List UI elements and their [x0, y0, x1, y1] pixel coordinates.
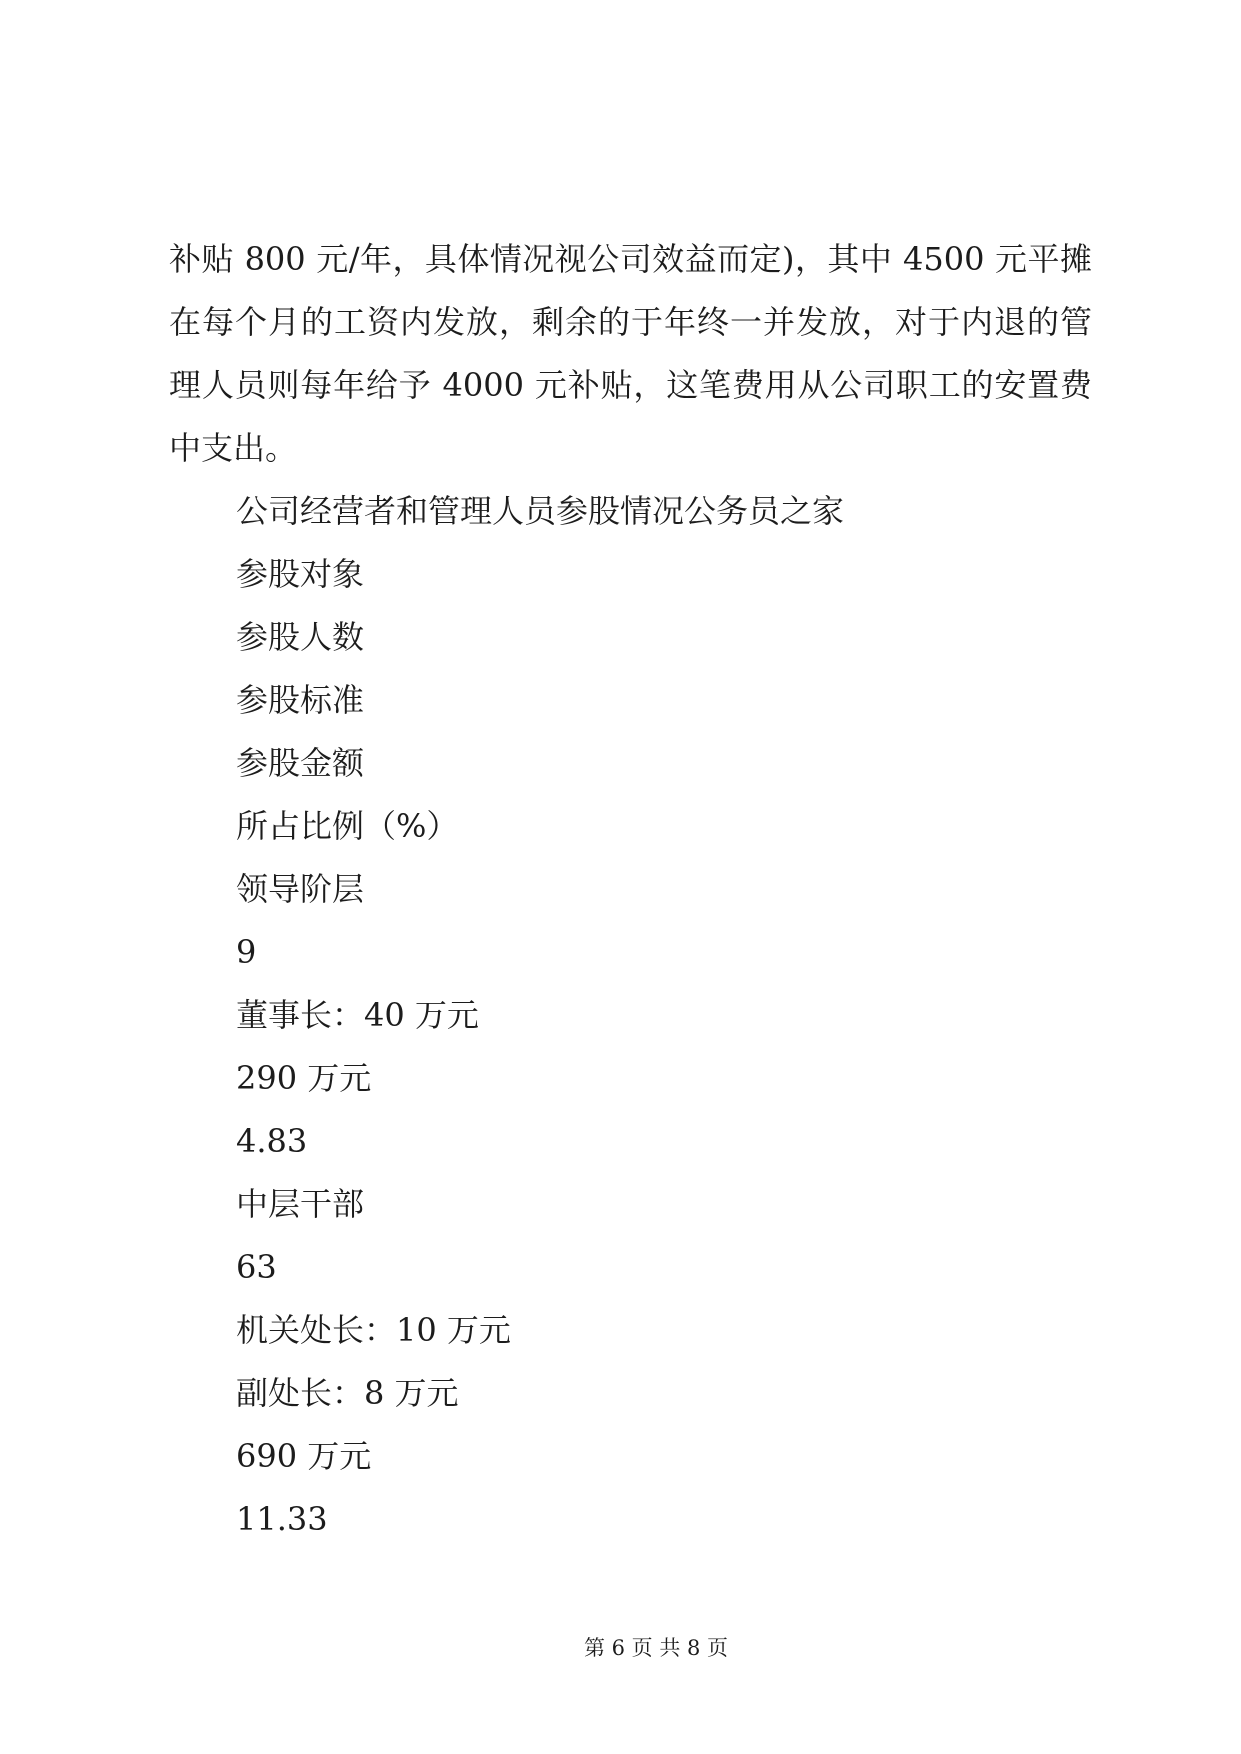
table-cell: 董事长：40 万元 — [236, 996, 479, 1034]
table-title: 公司经营者和管理人员参股情况公务员之家 — [236, 492, 845, 530]
table-cell: 副处长：8 万元 — [236, 1374, 459, 1412]
column-header: 参股金额 — [236, 744, 365, 782]
table-cell: 4.83 — [236, 1122, 308, 1160]
page-number: 第 6 页 共 8 页 — [583, 1636, 729, 1660]
column-header: 参股标准 — [236, 681, 365, 719]
table-cell: 11.33 — [236, 1500, 328, 1538]
column-header: 参股对象 — [236, 555, 365, 593]
column-header: 参股人数 — [236, 618, 365, 656]
table-cell: 机关处长：10 万元 — [236, 1311, 511, 1349]
table-cell: 领导阶层 — [236, 870, 365, 908]
document-body — [169, 228, 1092, 1551]
table-cell: 中层干部 — [236, 1185, 365, 1223]
table-cell: 290 万元 — [236, 1059, 372, 1097]
column-header: 所占比例（%） — [236, 807, 459, 845]
table-cell: 690 万元 — [236, 1437, 372, 1475]
paragraph-line: 中支出。 — [169, 429, 298, 467]
table-cell: 63 — [236, 1248, 277, 1286]
table-cell: 9 — [236, 933, 257, 971]
paragraph-line: 在每个月的工资内发放，剩余的于年终一并发放，对于内退的管 — [169, 303, 1092, 341]
paragraph-line: 理人员则每年给予 4000 元补贴，这笔费用从公司职工的安置费 — [169, 366, 1092, 404]
paragraph-line: 补贴 800 元/年，具体情况视公司效益而定)，其中 4500 元平摊 — [169, 240, 1092, 278]
